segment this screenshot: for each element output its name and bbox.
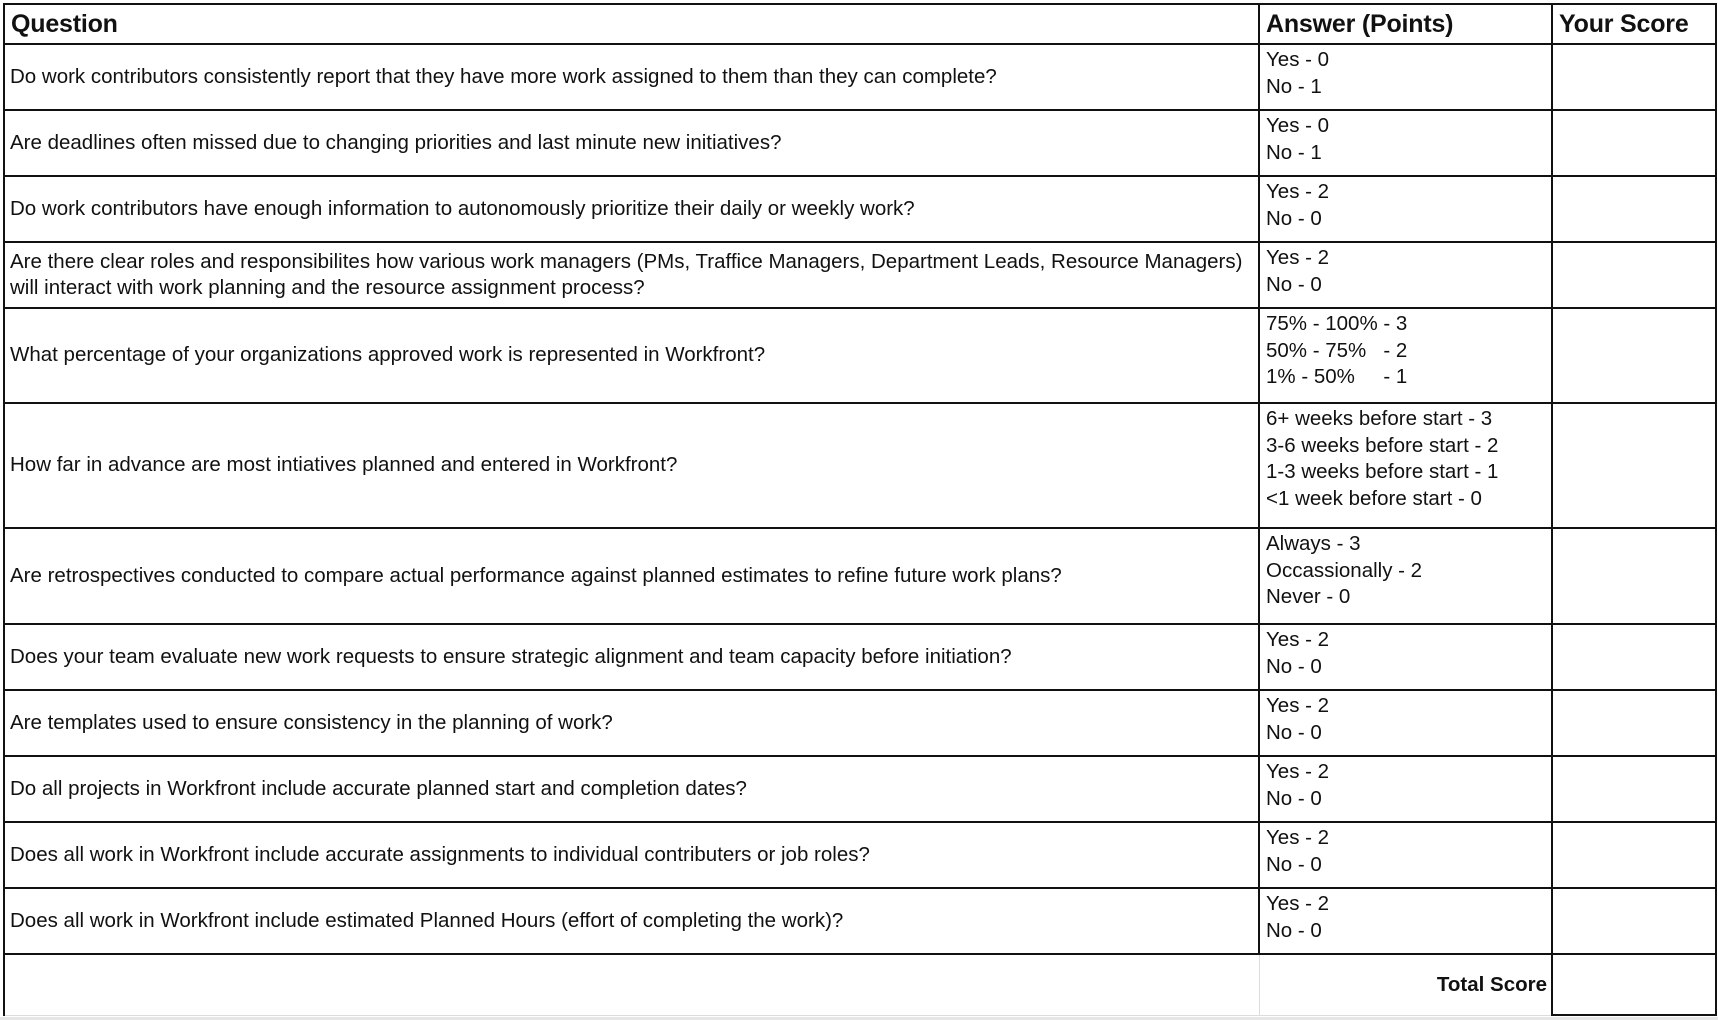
your-score-cell[interactable] — [1552, 822, 1716, 888]
answer-option: No - 0 — [1266, 272, 1322, 296]
answer-option: Yes - 2 — [1266, 694, 1330, 717]
assessment-table — [3, 3, 1717, 1016]
table-row — [4, 690, 1716, 756]
table-row — [4, 888, 1716, 954]
answer-option: Yes - 2 — [1266, 892, 1330, 915]
question-cell: Do all projects in Workfront include accurate planned start and completion dates? — [4, 756, 1259, 822]
your-score-cell[interactable] — [1552, 308, 1716, 403]
answer-option: <1 week before start - 0 — [1266, 486, 1482, 510]
answer-points-cell — [1259, 822, 1552, 888]
your-score-cell[interactable] — [1552, 888, 1716, 954]
answer-option: Yes - 2 — [1266, 760, 1330, 783]
table-row — [4, 403, 1716, 528]
answer-option: Yes - 0 — [1266, 114, 1330, 137]
question-cell: Are retrospectives conducted to compare actual performance against planned estimates to refine future work plans? — [4, 528, 1259, 624]
question-cell: Do work contributors have enough information to autonomously prioritize their daily or weekly work? — [4, 176, 1259, 242]
answer-option: Yes - 0 — [1266, 48, 1330, 71]
answer-option: Yes - 2 — [1266, 826, 1330, 849]
answer-points-cell — [1259, 624, 1552, 690]
answer-points-cell — [1259, 110, 1552, 176]
table-row — [4, 44, 1716, 110]
question-cell: Does all work in Workfront include estimated Planned Hours (effort of completing the work)? — [4, 888, 1259, 954]
answer-option: Occassionally - 2 — [1266, 558, 1423, 582]
answer-option: 3-6 weeks before start - 2 — [1266, 433, 1499, 457]
your-score-cell[interactable] — [1552, 110, 1716, 176]
header-row — [4, 4, 1716, 44]
your-score-cell[interactable] — [1552, 176, 1716, 242]
answer-option: No - 1 — [1266, 140, 1322, 164]
table-row — [4, 822, 1716, 888]
answer-points-cell — [1259, 756, 1552, 822]
answer-option: 1-3 weeks before start - 1 — [1266, 460, 1499, 483]
answer-option: 75% - 100% - 3 — [1266, 312, 1408, 335]
answer-points-cell — [1259, 44, 1552, 110]
table-row — [4, 756, 1716, 822]
table-row — [4, 528, 1716, 624]
answer-option: 1% - 50% - 1 — [1266, 365, 1408, 388]
answer-points-cell — [1259, 888, 1552, 954]
answer-option: 50% - 75% - 2 — [1266, 338, 1408, 362]
header-answer-points: Answer (Points) — [1259, 4, 1552, 44]
answer-option: No - 0 — [1266, 918, 1322, 942]
table-row — [4, 110, 1716, 176]
question-cell: Are there clear roles and responsibilites how various work managers (PMs, Traffice Managers, Department Leads, Resource Managers) will interact with work planning and the resource assignment process? — [4, 242, 1259, 308]
answer-points-cell — [1259, 403, 1552, 528]
question-cell: Does your team evaluate new work requests to ensure strategic alignment and team capacity before initiation? — [4, 624, 1259, 690]
question-cell: Are templates used to ensure consistency in the planning of work? — [4, 690, 1259, 756]
question-cell: Does all work in Workfront include accurate assignments to individual contributers or job roles? — [4, 822, 1259, 888]
question-cell: Do work contributors consistently report that they have more work assigned to them than they can complete? — [4, 44, 1259, 110]
answer-option: No - 0 — [1266, 206, 1322, 230]
your-score-cell[interactable] — [1552, 242, 1716, 308]
your-score-cell[interactable] — [1552, 756, 1716, 822]
table-row — [4, 176, 1716, 242]
answer-points-cell — [1259, 242, 1552, 308]
question-cell: Are deadlines often missed due to changing priorities and last minute new initiatives? — [4, 110, 1259, 176]
question-cell: What percentage of your organizations approved work is represented in Workfront? — [4, 308, 1259, 403]
answer-option: 6+ weeks before start - 3 — [1266, 407, 1493, 430]
total-row — [4, 954, 1716, 1015]
answer-option: Yes - 2 — [1266, 246, 1330, 269]
total-score-cell[interactable] — [1552, 954, 1716, 1015]
table-row — [4, 308, 1716, 403]
answer-points-cell — [1259, 176, 1552, 242]
answer-option: No - 1 — [1266, 74, 1322, 98]
answer-option: Never - 0 — [1266, 585, 1351, 608]
answer-option: No - 0 — [1266, 720, 1322, 744]
table-row — [4, 624, 1716, 690]
answer-option: No - 0 — [1266, 654, 1322, 678]
answer-option: Yes - 2 — [1266, 628, 1330, 651]
header-question: Question — [4, 4, 1259, 44]
your-score-cell[interactable] — [1552, 624, 1716, 690]
your-score-cell[interactable] — [1552, 44, 1716, 110]
your-score-cell[interactable] — [1552, 403, 1716, 528]
question-cell: How far in advance are most intiatives planned and entered in Workfront? — [4, 403, 1259, 528]
your-score-cell[interactable] — [1552, 528, 1716, 624]
header-your-score: Your Score — [1552, 4, 1716, 44]
table-row — [4, 242, 1716, 308]
answer-points-cell — [1259, 308, 1552, 403]
total-row-blank-cell — [4, 954, 1259, 1015]
answer-option: Yes - 2 — [1266, 180, 1330, 203]
answer-option: No - 0 — [1266, 786, 1322, 810]
answer-option: No - 0 — [1266, 852, 1322, 876]
total-score-label: Total Score — [1259, 954, 1552, 1015]
scoring-worksheet — [3, 3, 1715, 1016]
answer-points-cell — [1259, 690, 1552, 756]
your-score-cell[interactable] — [1552, 690, 1716, 756]
answer-points-cell — [1259, 528, 1552, 624]
answer-option: Always - 3 — [1266, 532, 1361, 555]
